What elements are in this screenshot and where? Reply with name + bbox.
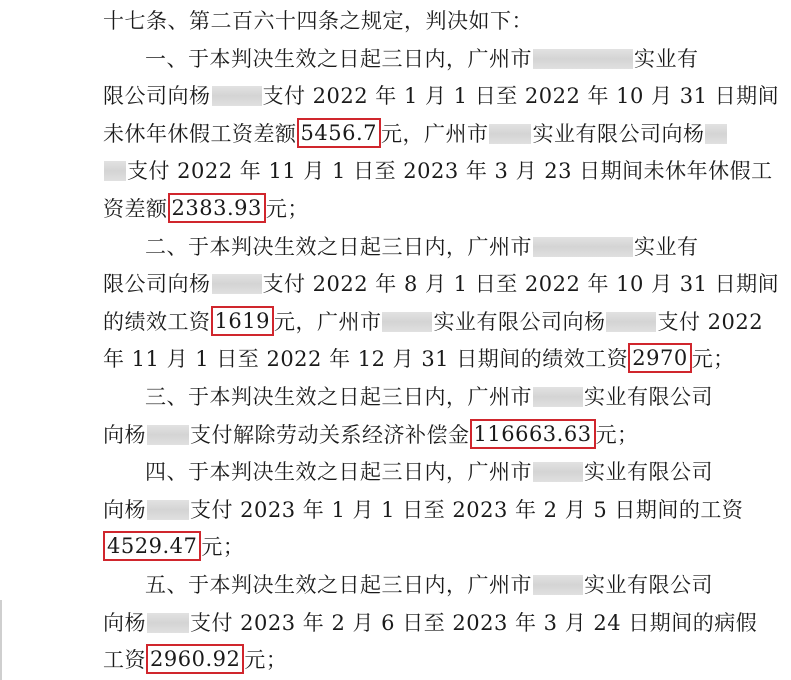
text-segment: 资差额 <box>103 197 168 221</box>
text-segment: 实业有限公司 <box>584 573 713 597</box>
text-segment: 工资 <box>103 648 146 673</box>
highlighted-amount: 5456.7 <box>297 118 381 148</box>
text-line <box>103 116 728 153</box>
text-segment: 五、于本判决生效之日起三日内，广州市 <box>145 573 532 597</box>
text-line <box>103 266 779 303</box>
text-segment: 元，广州市 <box>380 121 489 146</box>
text-segment: 实业有限公司向杨 <box>532 121 705 146</box>
redacted-name-block <box>489 124 531 144</box>
text-segment: 年 11 月 1 日至 2022 年 12 月 31 日期间的绩效工资 <box>103 347 629 372</box>
text-line <box>103 605 757 642</box>
text-segment: 支付 2023 年 1 月 1 日至 2023 年 2 月 5 日期间的工资 <box>190 497 744 522</box>
text-line <box>103 78 779 115</box>
text-line <box>145 379 713 416</box>
redacted-name-block <box>212 86 262 106</box>
redacted-name-block <box>533 387 583 407</box>
redacted-name-block <box>606 312 656 332</box>
highlighted-amount: 2383.93 <box>168 193 266 223</box>
text-segment: 元； <box>595 422 639 447</box>
text-segment: 向杨 <box>103 610 146 635</box>
highlighted-amount: 2970 <box>628 343 691 373</box>
redacted-name-block <box>212 274 262 294</box>
text-segment: 支付 2022 年 1 月 1 日至 2022 年 10 月 31 日期间 <box>262 84 780 109</box>
text-segment: 实业有限公司 <box>584 385 713 409</box>
redacted-name-block <box>104 161 126 181</box>
text-segment: 实业有 <box>634 234 699 259</box>
redacted-name-block <box>147 613 189 633</box>
text-segment: 支付 2022 年 11 月 1 日至 2023 年 3 月 23 日期间未休年休假工 <box>127 159 773 184</box>
text-segment: 实业有 <box>634 46 699 71</box>
text-line <box>103 642 287 679</box>
redacted-name-block <box>705 124 727 144</box>
text-segment: 元； <box>201 535 245 560</box>
text-segment: 一、于本判决生效之日起三日内，广州市 <box>145 46 532 71</box>
redacted-name-block <box>382 312 432 332</box>
text-segment: 支付 2022 年 8 月 1 日至 2022 年 10 月 31 日期间 <box>262 272 780 297</box>
text-line <box>103 191 309 228</box>
text-segment: 元； <box>265 197 309 221</box>
text-line <box>145 567 713 604</box>
text-segment: 元，广州市 <box>273 309 382 334</box>
redacted-name-block <box>147 425 189 445</box>
highlighted-amount: 1619 <box>211 306 274 336</box>
text-segment: 向杨 <box>103 497 146 522</box>
text-line <box>103 492 743 529</box>
text-segment: 十七条、第二百六十四条之规定，判决如下： <box>103 9 533 33</box>
page-edge-mark <box>0 600 2 680</box>
text-segment: 实业有限公司 <box>584 460 713 485</box>
redacted-name-block <box>533 575 583 595</box>
text-segment: 支付 2023 年 2 月 6 日至 2023 年 3 月 24 日期间的病假 <box>190 610 758 635</box>
text-line <box>145 229 699 266</box>
redacted-name-block <box>533 237 633 257</box>
text-line <box>103 341 735 378</box>
text-segment: 支付 2022 <box>657 309 764 334</box>
text-segment: 限公司向杨 <box>103 272 211 297</box>
redacted-name-block <box>147 500 189 520</box>
text-segment: 二、于本判决生效之日起三日内，广州市 <box>145 234 532 259</box>
text-segment: 未休年休假工资差额 <box>103 121 297 146</box>
highlighted-amount: 2960.92 <box>146 644 244 674</box>
text-segment: 的绩效工资 <box>103 309 211 334</box>
text-segment: 支付解除劳动关系经济补偿金 <box>190 422 470 447</box>
text-line <box>145 454 713 491</box>
text-segment: 四、于本判决生效之日起三日内，广州市 <box>145 460 532 485</box>
text-line <box>103 529 244 566</box>
text-line <box>103 417 639 454</box>
text-segment: 限公司向杨 <box>103 84 211 109</box>
highlighted-amount: 116663.63 <box>470 419 596 449</box>
text-line <box>145 41 699 78</box>
highlighted-amount: 4529.47 <box>103 531 201 561</box>
text-line <box>103 153 773 190</box>
text-segment: 向杨 <box>103 422 146 447</box>
text-segment: 三、于本判决生效之日起三日内，广州市 <box>145 385 532 409</box>
text-segment: 实业有限公司向杨 <box>433 309 606 334</box>
redacted-name-block <box>533 49 633 69</box>
text-segment: 元； <box>691 347 735 372</box>
text-line <box>103 304 763 341</box>
text-segment: 元； <box>244 648 288 673</box>
redacted-name-block <box>533 462 583 482</box>
text-line <box>103 3 533 40</box>
